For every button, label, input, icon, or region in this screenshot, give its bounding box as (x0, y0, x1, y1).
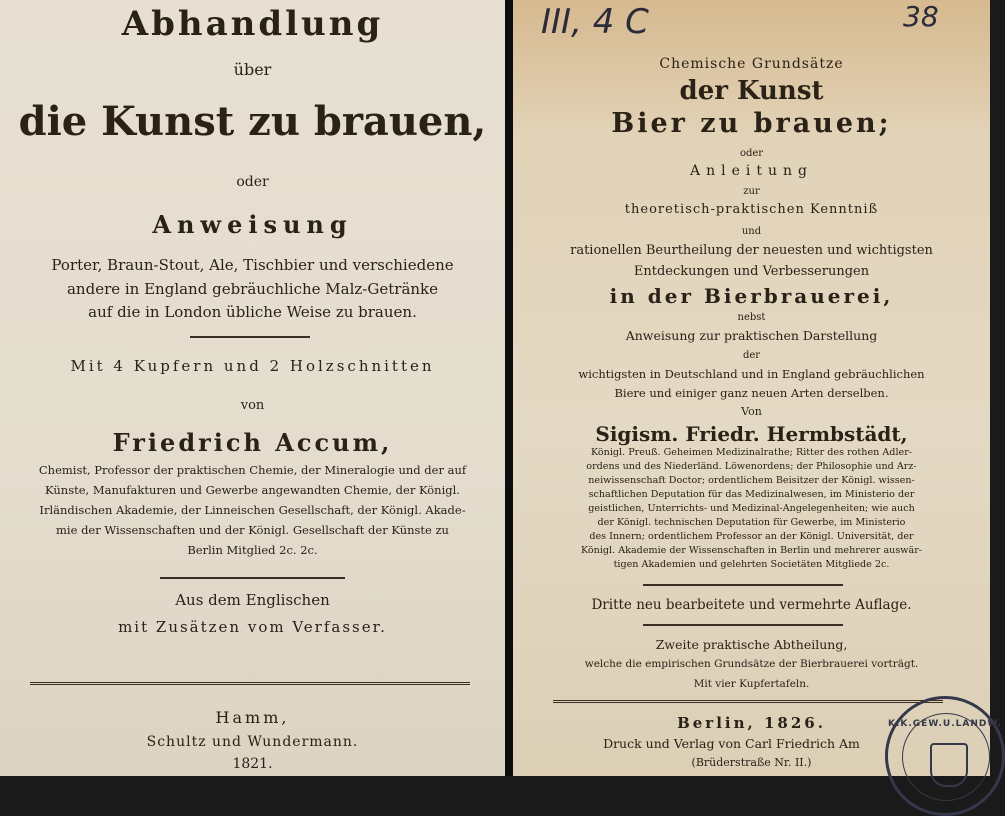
left-desc-line-1: Porter, Braun-Stout, Ale, Tischbier und verschiedene (51, 256, 454, 274)
right-sub-3: rationellen Beurtheilung der neuesten und wichtigsten (570, 243, 933, 258)
left-desc-line-3: auf die in London übliche Weise zu brauen. (88, 303, 417, 321)
right-title-1: Chemische Grundsätze (659, 56, 844, 72)
right-sub-2: und (741, 226, 762, 237)
right-title-anleitung: Anleitung (690, 163, 813, 179)
handwritten-number: 38 (903, 0, 939, 33)
right-sub-8: der (742, 350, 761, 361)
left-desc-line-2: andere in England gebräuchliche Malz-Getränke (66, 280, 439, 298)
right-author-desc-1: Königl. Preuß. Geheimen Medizinalrathe; Ritter des rothen Adler- (590, 447, 913, 458)
left-by: von (240, 398, 265, 413)
left-author-desc-1: Chemist, Professor der praktischen Chemie, der Mineralogie und der auf (38, 463, 467, 477)
left-rule-3 (30, 682, 470, 685)
right-author-desc-3: neiwissenschaft Doctor; ordentlichem Beisitzer der Königl. wissen- (588, 475, 915, 486)
left-title-oder: oder (236, 174, 269, 190)
right-rule-3 (553, 700, 943, 703)
right-sub-4: Entdeckungen und Verbesserungen (633, 264, 870, 279)
right-sub-9: wichtigsten in Deutschland und in England gebräuchlichen (578, 367, 925, 381)
right-imprint-publisher: Druck und Verlag von Carl Friedrich Am (603, 736, 860, 751)
right-rule-2 (643, 624, 843, 626)
left-publisher: Schultz und Wundermann. (146, 734, 359, 750)
right-imprint-city: Berlin, 1826. (677, 714, 826, 732)
left-author-desc-3: Irländischen Akademie, der Linneischen Gesellschaft, der Königl. Akade- (39, 503, 466, 517)
left-title-ueber: über (233, 60, 272, 79)
right-title-2: der Kunst (679, 76, 824, 106)
left-title-anweisung: Anweisung (152, 210, 353, 239)
library-stamp (885, 696, 1005, 816)
right-author-desc-5: geistlichen, Unterrichts- und Medizinal-Angelegenheiten; wie auch (588, 503, 915, 514)
right-sub-1: theoretisch-praktischen Kenntniß (624, 202, 879, 217)
right-part-2: welche die empirischen Grundsätze der Bierbrauerei vorträgt. (584, 658, 919, 670)
right-title-page (513, 0, 1002, 776)
crest-icon (930, 743, 968, 787)
left-title-page (0, 0, 505, 776)
left-author-desc-4: mie der Wissenschaften und der Königl. Gesellschaft der Künste zu (56, 523, 449, 537)
left-title-abhandlung: Abhandlung (121, 4, 384, 44)
right-title-zur: zur (743, 186, 760, 197)
left-author-desc-2: Künste, Manufakturen und Gewerbe angewandten Chemie, der Königl. (45, 483, 460, 497)
right-author-desc-9: tigen Akademien und gelehrten Societäten Mitgliede 2c. (613, 559, 890, 570)
right-edition: Dritte neu bearbeitete und vermehrte Auflage. (591, 597, 912, 613)
left-author: Friedrich Accum, (112, 428, 393, 457)
left-main-title: die Kunst zu brauen, (18, 98, 487, 145)
right-sub-6: nebst (737, 312, 766, 323)
right-author-desc-6: der Königl. technischen Deputation für Gewerbe, im Ministerio (597, 517, 906, 528)
right-title-oder: oder (739, 148, 764, 159)
left-place: Hamm, (215, 708, 290, 727)
right-sub-10: Biere und einiger ganz neuen Arten derselben. (614, 386, 889, 400)
right-author: Sigism. Friedr. Hermbstädt, (595, 422, 908, 446)
left-year: 1821. (232, 756, 273, 772)
left-rule-2 (160, 577, 345, 579)
right-author-desc-7: des Innern; ordentlichem Professor an der Königl. Universität, der (589, 531, 914, 542)
right-sub-5: in der Bierbrauerei, (609, 284, 894, 308)
right-part-1: Zweite praktische Abtheilung, (655, 637, 848, 652)
right-author-desc-4: schaftlichen Deputation für das Medizinalwesen, im Ministerio der (588, 489, 915, 500)
right-main-title: Bier zu brauen; (611, 108, 892, 139)
left-translation-1: Aus dem Englischen (175, 591, 330, 609)
right-part-3: Mit vier Kupfertafeln. (693, 678, 810, 690)
handwritten-shelfmark: III, 4 C (541, 2, 649, 42)
page-gutter (505, 0, 513, 776)
right-imprint-address: (Brüderstraße Nr. II.) (691, 756, 812, 769)
left-translation-2: mit Zusätzen vom Verfasser. (118, 618, 387, 636)
right-author-desc-2: ordens und des Niederländ. Löwenordens; der Philosophie und Arz- (586, 461, 917, 472)
right-by: Von (741, 405, 762, 418)
right-rule-1 (643, 584, 843, 586)
right-author-desc-8: Königl. Akademie der Wissenschaften in Berlin und mehrerer auswär- (580, 545, 923, 556)
left-rule-1 (190, 336, 310, 338)
right-sub-7: Anweisung zur praktischen Darstellung (625, 328, 878, 343)
left-plates: Mit 4 Kupfern und 2 Holzschnitten (70, 357, 435, 375)
stamp-text: K.K.GEW.U.LANDW. (888, 719, 1002, 729)
left-author-desc-5: Berlin Mitglied 2c. 2c. (187, 543, 318, 557)
